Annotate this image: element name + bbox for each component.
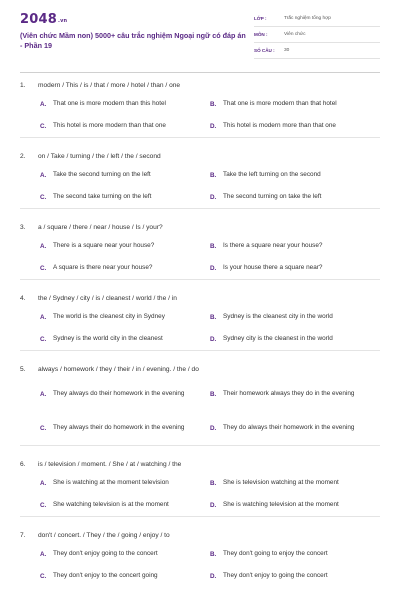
logo-main: 2048 [20,12,57,27]
option-letter: D. [210,335,217,343]
option-letter: A. [40,479,47,487]
question-text: the / Sydney / city / is / cleanest / world / the / in [38,295,177,302]
option-text: They always do their homework in the evening [53,390,185,397]
option-letter: A. [40,171,47,179]
option-text: Is your house there a square near? [223,264,323,271]
question-number: 7. [20,532,26,539]
question-block [20,150,380,209]
option-a[interactable] [40,99,210,109]
option-letter: B. [210,313,217,321]
options-row [20,494,380,516]
options-list [20,377,380,446]
option-letter: B. [210,390,217,398]
options-list [20,164,380,209]
option-c[interactable] [40,423,210,433]
option-text: Take the second turning on the left [53,171,151,178]
options-list [20,543,380,587]
option-d[interactable] [210,263,380,273]
question-stem [20,529,380,543]
option-d[interactable] [210,571,380,581]
question-number: 3. [20,224,26,231]
option-letter: C. [40,501,47,509]
meta-label: MÔN : [254,32,268,37]
option-text: They don't going to enjoy the concert [223,550,328,557]
question-stem [20,150,380,164]
question-block [20,529,380,587]
option-text: That one is more modern than this hotel [53,100,166,107]
option-letter: B. [210,479,217,487]
option-text: They do always their homework in the evening [223,424,355,431]
option-a[interactable] [40,389,210,399]
options-list [20,472,380,517]
option-text: Sydney is the cleanest city in the world [223,313,333,320]
options-list [20,93,380,138]
option-a[interactable] [40,241,210,251]
options-row [20,115,380,137]
question-block [20,458,380,517]
option-letter: A. [40,313,47,321]
option-letter: C. [40,193,47,201]
question-stem [20,221,380,235]
options-row [20,164,380,186]
option-letter: D. [210,501,217,509]
options-row [20,235,380,257]
option-letter: D. [210,122,217,130]
option-b[interactable] [210,99,380,109]
option-letter: D. [210,424,217,432]
option-c[interactable] [40,263,210,273]
meta-value: Trắc nghiệm tổng hợp [284,16,331,21]
option-d[interactable] [210,121,380,131]
option-letter: C. [40,122,47,130]
options-row [20,306,380,328]
option-text: This hotel is modern more than that one [223,122,336,129]
option-letter: B. [210,242,217,250]
option-b[interactable] [210,389,380,399]
option-text: She is watching at the moment television [53,479,169,486]
option-text: The second take turning on the left [53,193,152,200]
question-stem [20,363,380,377]
options-list [20,306,380,351]
meta-value: Viên chức [284,32,306,37]
option-text: She is television watching at the moment [223,479,339,486]
meta-label: SỐ CÂU : [254,48,275,53]
option-c[interactable] [40,571,210,581]
option-b[interactable] [210,170,380,180]
option-text: They don't enjoy to going the concert [223,572,328,579]
option-d[interactable] [210,500,380,510]
question-block [20,79,380,138]
option-text: This hotel is more modern than that one [53,122,166,129]
page-header [0,0,400,66]
option-text: Is there a square near your house? [223,242,323,249]
question-stem [20,79,380,93]
option-c[interactable] [40,334,210,344]
option-text: A square is there near your house? [53,264,153,271]
option-letter: A. [40,390,47,398]
option-text: They don't enjoy going to the concert [53,550,158,557]
options-row [20,472,380,494]
options-row [20,377,380,411]
option-letter: A. [40,100,47,108]
question-number: 4. [20,295,26,302]
question-text: modern / This / is / that / more / hotel / than / one [38,82,181,89]
options-row [20,186,380,208]
option-c[interactable] [40,500,210,510]
option-d[interactable] [210,423,380,433]
option-letter: C. [40,335,47,343]
option-b[interactable] [210,241,380,251]
option-a[interactable] [40,478,210,488]
option-d[interactable] [210,192,380,202]
option-text: Their homework always they do in the evening [223,390,355,397]
options-row [20,328,380,350]
option-text: The world is the cleanest city in Sydney [53,313,165,320]
option-text: They don't enjoy to the concert going [53,572,158,579]
option-text: Sydney city is the cleanest in the world [223,335,333,342]
meta-row-class [254,14,380,27]
option-b[interactable] [210,312,380,322]
options-row [20,93,380,115]
option-a[interactable] [40,312,210,322]
header-divider [20,72,380,73]
option-text: There is a square near your house? [53,242,155,249]
meta-label: LỚP : [254,16,267,21]
options-row [20,565,380,587]
options-list [20,235,380,280]
question-number: 6. [20,461,26,468]
option-b[interactable] [210,478,380,488]
question-number: 2. [20,153,26,160]
question-text: always / homework / they / their / in / evening. / the / do [38,366,199,373]
option-text: Sydney is the world city in the cleanest [53,335,163,342]
option-letter: D. [210,572,217,580]
option-letter: A. [40,550,47,558]
option-b[interactable] [210,549,380,559]
option-d[interactable] [210,334,380,344]
option-letter: B. [210,171,217,179]
site-logo[interactable] [20,12,67,27]
question-block [20,292,380,351]
option-letter: D. [210,193,217,201]
option-letter: A. [40,242,47,250]
option-letter: C. [40,424,47,432]
meta-row-subject [254,30,380,43]
option-text: Take the left turning on the second [223,171,321,178]
question-text: on / Take / turning / the / left / the / second [38,153,161,160]
option-letter: D. [210,264,217,272]
logo-suffix: .vn [57,18,68,24]
question-text: don't / concert. / They / the / going / enjoy / to [38,532,170,539]
option-text: She is watching television at the moment [223,501,339,508]
question-block [20,221,380,280]
question-text: a / square / there / near / house / Is / your? [38,224,163,231]
options-row [20,543,380,565]
option-c[interactable] [40,192,210,202]
option-letter: B. [210,100,217,108]
option-text: They always their do homework in the evening [53,424,185,431]
question-number: 5. [20,366,26,373]
option-c[interactable] [40,121,210,131]
option-text: That one is more modern than that hotel [223,100,337,107]
option-letter: B. [210,550,217,558]
option-a[interactable] [40,549,210,559]
meta-info [254,14,380,62]
options-row [20,257,380,279]
option-letter: C. [40,264,47,272]
document-title: (Viên chức Mầm non) 5000+ câu trắc nghiệm Ngoại ngữ có đáp án - Phần 19 [20,31,246,50]
option-text: She watching television is at the moment [53,501,169,508]
option-a[interactable] [40,170,210,180]
question-stem [20,292,380,306]
question-text: is / television / moment. / She / at / watching / the [38,461,182,468]
question-stem [20,458,380,472]
question-block [20,363,380,446]
options-row [20,411,380,445]
question-number: 1. [20,82,26,89]
meta-row-count [254,46,380,59]
option-letter: C. [40,572,47,580]
meta-value: 30 [284,48,290,53]
option-text: The second turning on take the left [223,193,322,200]
